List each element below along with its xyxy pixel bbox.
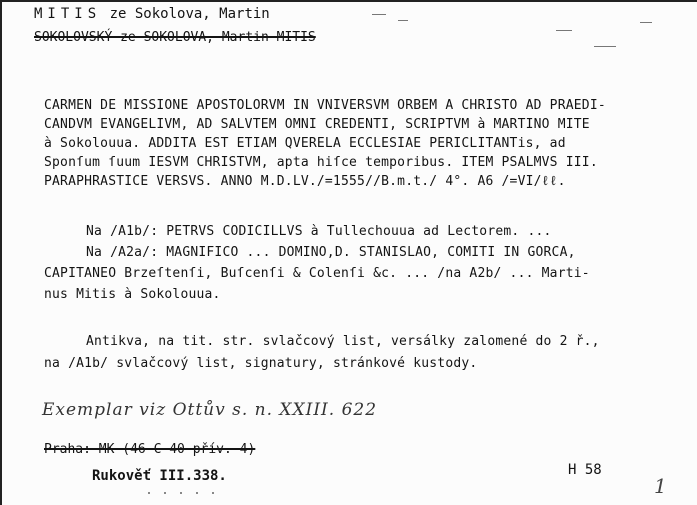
title-line-5: PARAPHRASTICE VERSVS. ANNO M.D.LV./=1555//B.m.t./ 4°. A6 /=VI/ℓℓ.	[44, 174, 566, 189]
scan-dot	[180, 492, 182, 494]
corner-number: 1	[654, 474, 667, 498]
signature-line-4: nus Mitis à Sokolouua.	[44, 287, 221, 302]
scan-dot	[164, 492, 166, 494]
title-line-1: CARMEN DE MISSIONE APOSTOLORVM IN VNIVERSVM ORBEM A CHRISTO AD PRAEDI-	[44, 98, 606, 113]
struck-author-heading: SOKOLOVSKÝ ze SOKOLOVA, Martin MITIS	[34, 30, 316, 45]
reference-rukovet: Rukověť III.338.	[92, 468, 227, 484]
author-heading	[34, 6, 270, 22]
shelfmark: H 58	[568, 462, 602, 478]
signature-line-2: Na /A2a/: MAGNIFICO ... DOMINO,D. STANISLAO, COMITI IN GORCA,	[86, 245, 576, 260]
scan-mark	[556, 30, 572, 31]
notes-line-1: Antikva, na tit. str. svlačcový list, versálky zalomené do 2 ř.,	[86, 334, 600, 349]
card-top-edge	[0, 0, 697, 2]
title-line-2: CANDVM EVANGELIVM, AD SALVTEM OMNI CREDENTI, SCRIPTVM à MARTINO MITE	[44, 117, 590, 132]
signature-line-3: CAPITANEO Brzeſtenſi, Buſcenſi & Colenſi &c. ... /na A2b/ ... Marti-	[44, 266, 590, 281]
struck-location: Praha: MK (46 C 40 přív. 4)	[44, 442, 256, 457]
scan-dot	[148, 492, 150, 494]
notes-line-2: na /A1b/ svlačcový list, signatury, stránkové kustody.	[44, 356, 478, 371]
scan-mark	[640, 22, 652, 23]
title-line-4: Sponſum ſuum IESVM CHRISTVM, apta hiſce temporibus. ITEM PSALMVS III.	[44, 155, 598, 170]
scan-dot	[196, 492, 198, 494]
signature-line-1: Na /A1b/: PETRVS CODICILLVS à Tullechouua ad Lectorem. ...	[86, 224, 552, 239]
author-given: ze Sokolova, Martin	[101, 6, 270, 22]
title-line-3: à Sokolouua. ADDITA EST ETIAM QVERELA ECCLESIAE PERICLITANTis, ad	[44, 136, 566, 151]
handwritten-note: Exemplar viz Ottův s. n. XXIII. 622	[42, 400, 378, 420]
author-surname: MITIS	[34, 6, 102, 22]
scan-mark	[594, 46, 616, 47]
card-left-edge	[0, 0, 2, 505]
scan-mark	[398, 20, 408, 21]
scan-dot	[212, 492, 214, 494]
scan-mark	[372, 14, 386, 15]
